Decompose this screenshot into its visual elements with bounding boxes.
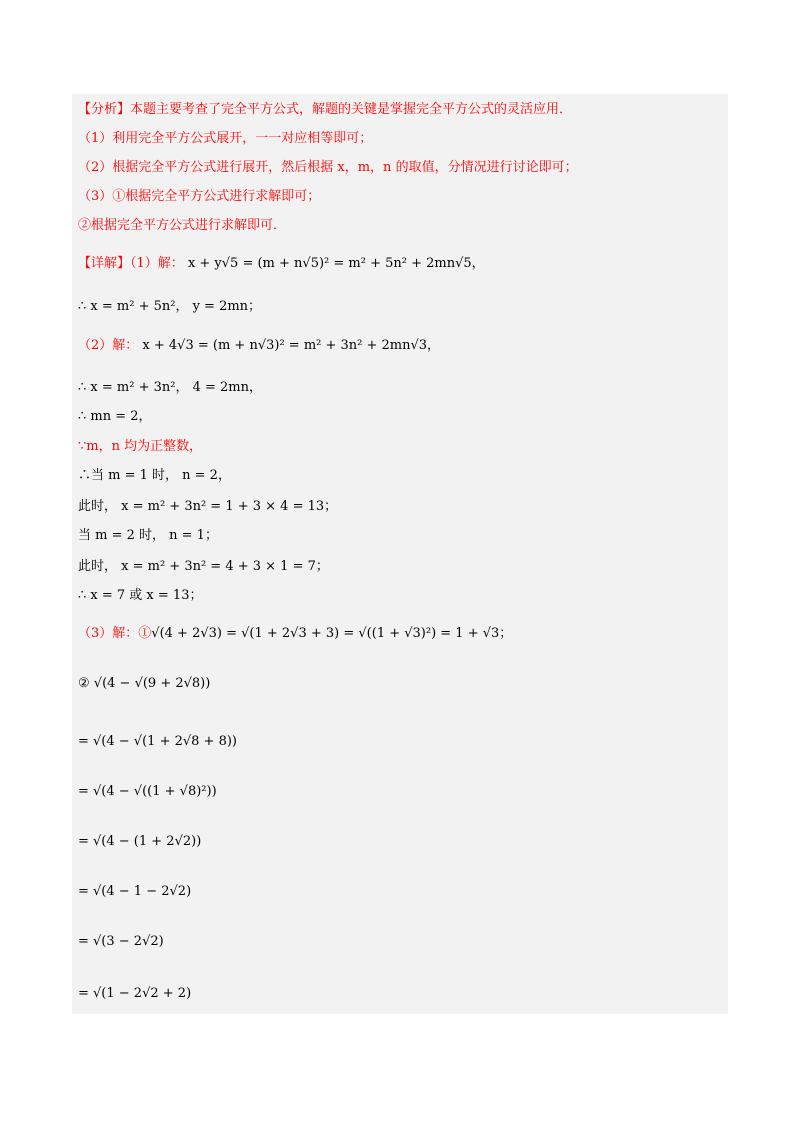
analysis-tag: 【分析】 [78, 102, 131, 117]
detail-part3-math: √(4 + 2√3) = √(1 + 2√3 + 3) = √((1 + √3)²) = 1 + √3； [151, 626, 513, 641]
detail-tag: 【详解】 [78, 256, 131, 271]
simplify-step-5: = √(3 − 2√2) [78, 934, 164, 949]
detail-line-7: ∴当 m = 1 时， n = 2， [78, 468, 231, 483]
detail-line-12 [78, 624, 512, 644]
simplify-step-2: = √(4 − √((1 + √8)²)) [78, 784, 217, 799]
detail-line-8: 此时， x = m² + 3n² = 1 + 3 × 4 = 13； [78, 499, 338, 514]
analysis-point-2: （2）根据完全平方公式进行展开，然后根据 x，m，n 的取值，分情况进行讨论即可； [78, 160, 578, 175]
detail-line-6: ∵m，n 均为正整数， [78, 439, 203, 454]
detail-line-1 [78, 254, 485, 274]
simplify-step-1: = √(4 − √(1 + 2√8 + 8)) [78, 734, 237, 749]
detail-line-5: ∴ mn = 2， [78, 409, 152, 424]
simplify-step-3: = √(4 − (1 + 2√2)) [78, 834, 202, 849]
simplify-step-4: = √(4 − 1 − 2√2) [78, 884, 192, 899]
detail-part1-prefix: （1）解： [130, 256, 184, 271]
analysis-line [78, 100, 572, 120]
detail-line-9: 当 m = 2 时， n = 1； [78, 528, 218, 543]
detail-line-10: 此时， x = m² + 3n² = 4 + 3 × 1 = 7； [78, 559, 329, 574]
detail-line-11: ∴ x = 7 或 x = 13； [78, 588, 203, 603]
detail-line-4: ∴ x = m² + 3n²， 4 = 2mn， [78, 380, 262, 395]
analysis-text: 本题主要考查了完全平方公式，解题的关键是掌握完全平方公式的灵活应用． [130, 102, 573, 117]
analysis-point-3: （3）①根据完全平方公式进行求解即可； [78, 189, 321, 204]
detail-part2-prefix: （2）解： [78, 338, 139, 353]
simplify-step-6: = √(1 − 2√2 + 2) [78, 986, 192, 1001]
detail-part2-math: x + 4√3 = (m + n√3)² = m² + 3n² + 2mn√3， [142, 338, 441, 353]
simplify-step-0: ② √(4 − √(9 + 2√8)) [78, 676, 211, 691]
detail-part3-prefix: （3）解：① [78, 626, 152, 641]
detail-part1-math: x + y√5 = (m + n√5)² = m² + 5n² + 2mn√5， [187, 256, 485, 271]
detail-line-2: ∴ x = m² + 5n²， y = 2mn； [78, 299, 262, 314]
analysis-point-1: （1）利用完全平方公式展开，一一对应相等即可； [78, 131, 373, 146]
detail-line-3 [78, 336, 440, 356]
analysis-point-4: ②根据完全平方公式进行求解即可． [78, 218, 287, 233]
